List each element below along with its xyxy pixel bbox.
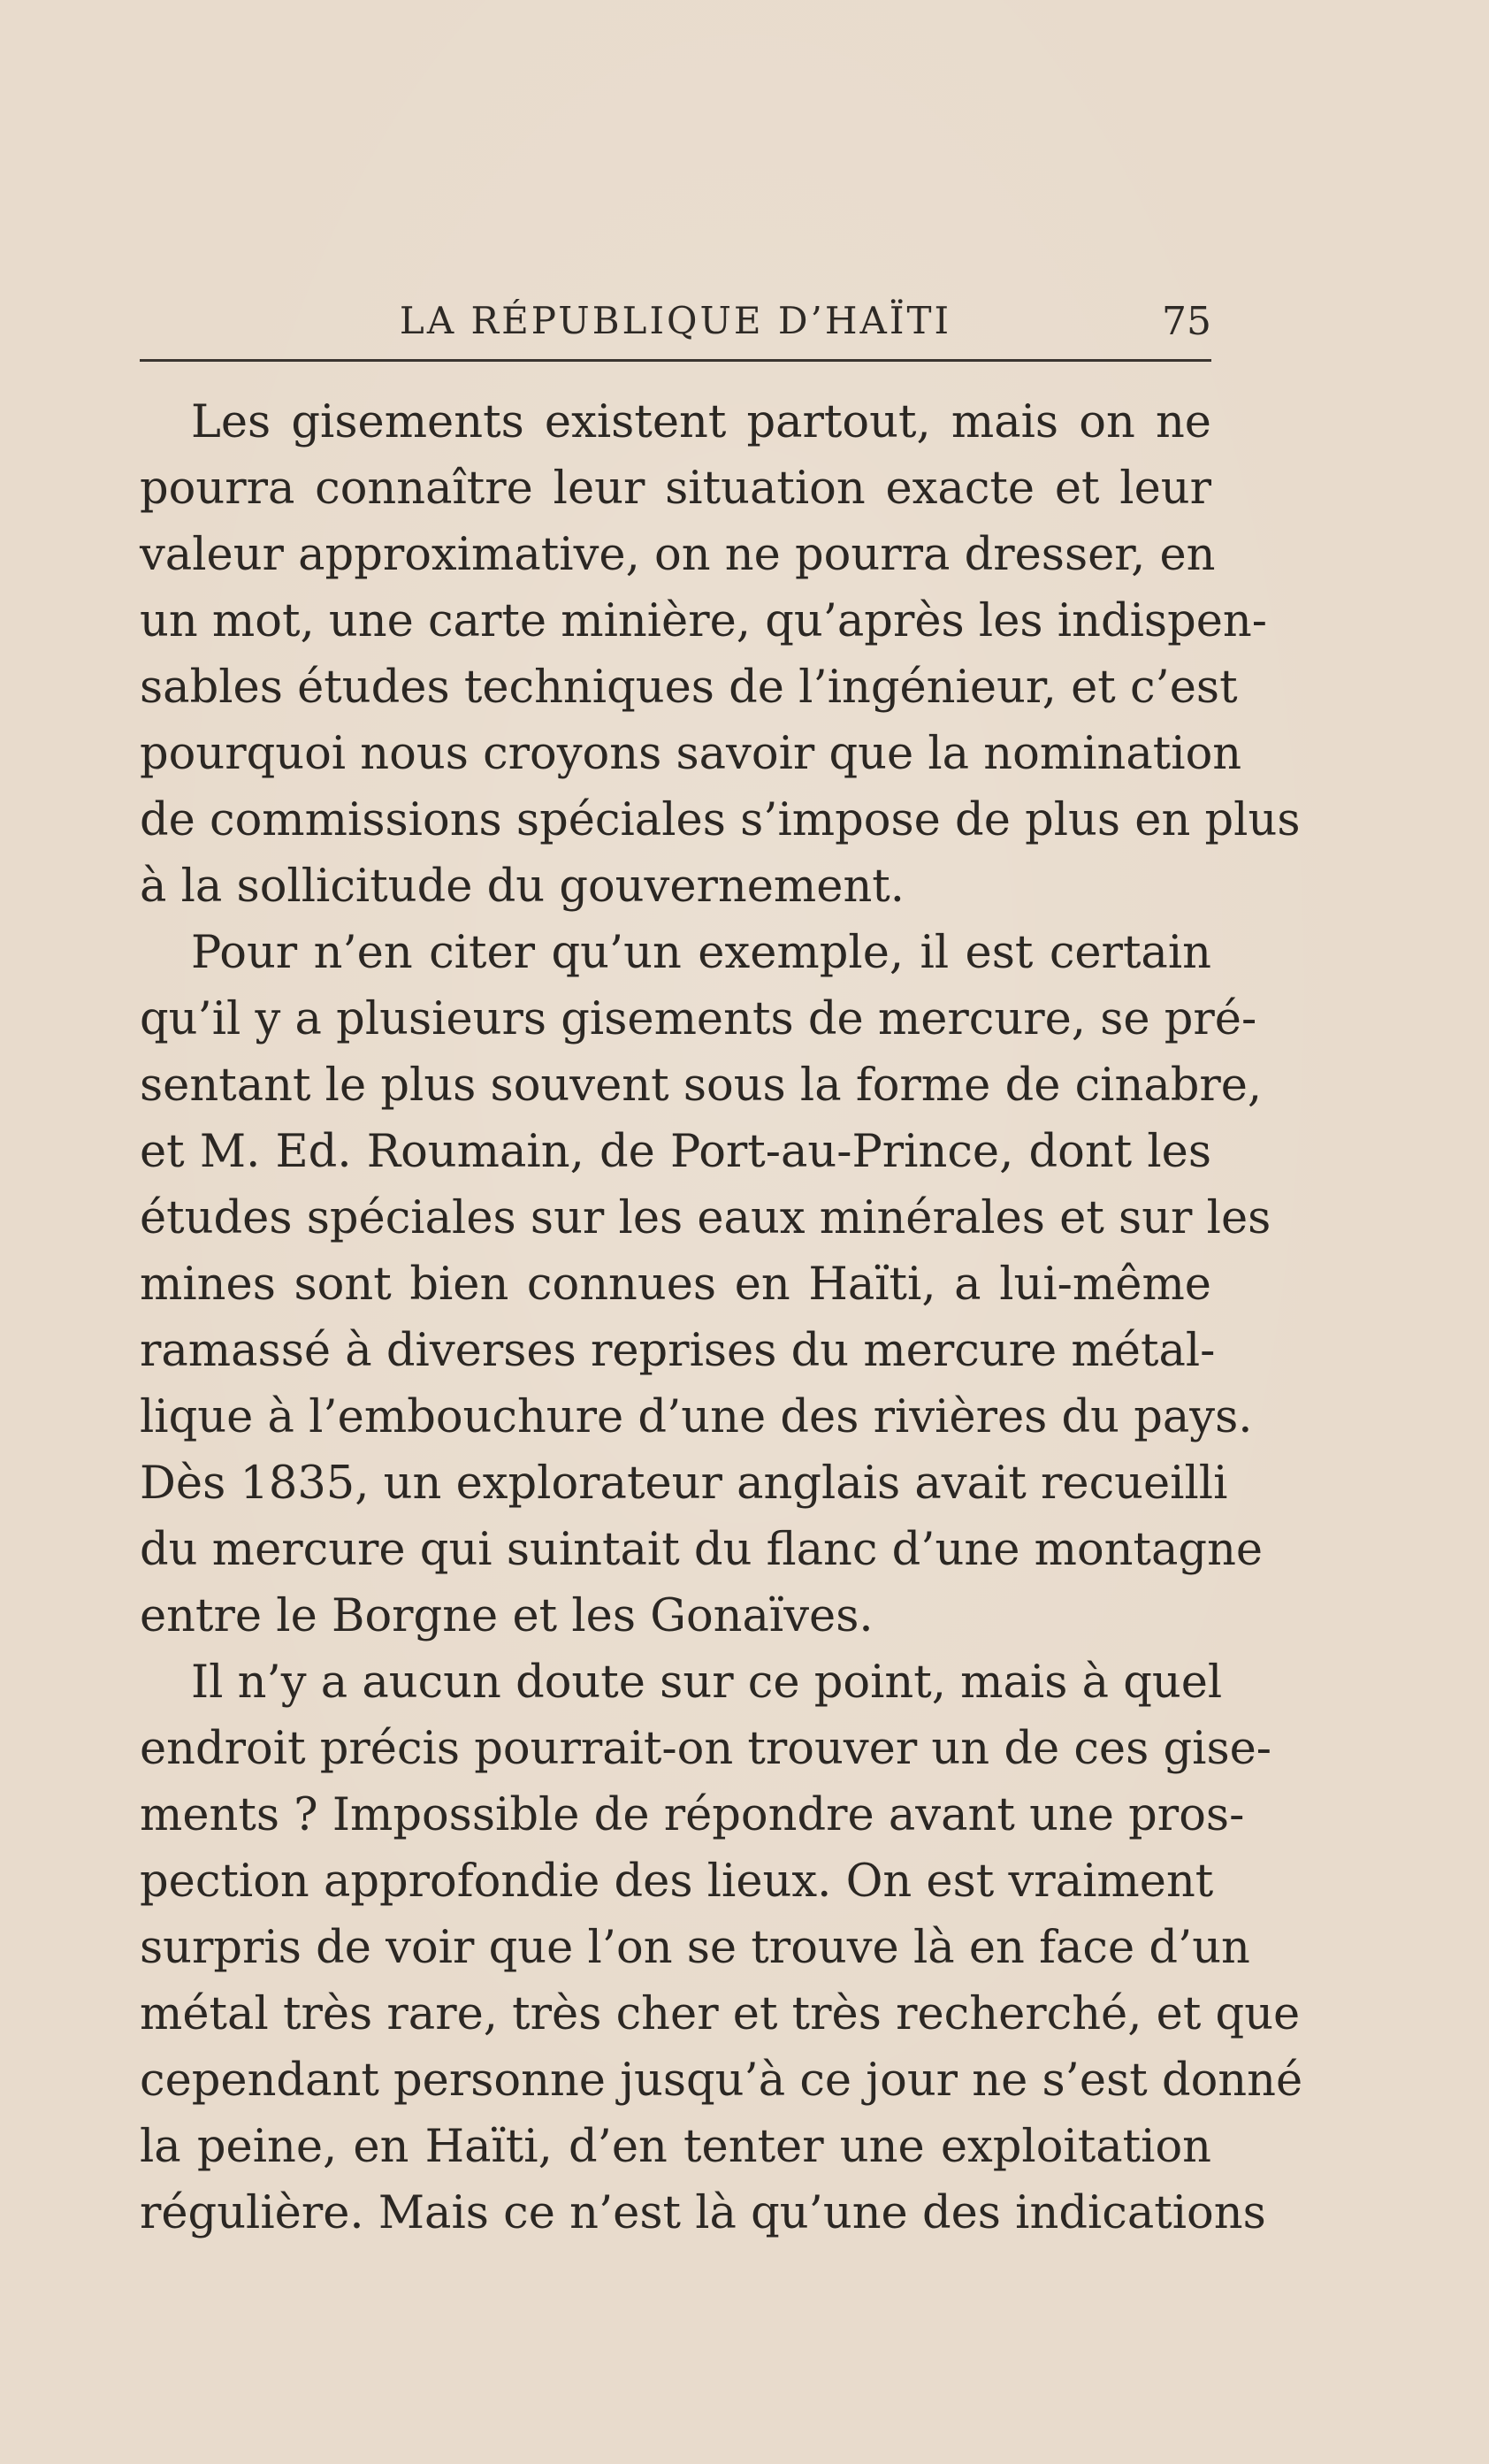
text-line: sentant le plus souvent sous la forme de cinabre, [140,1060,1263,1112]
text-line: cependant personne jusqu’à ce jour ne s’est donné [140,2055,1303,2107]
header-rule [140,359,1211,362]
text-line: un mot, une carte minière, qu’après les indispen- [140,595,1267,647]
running-head [140,299,1211,352]
text-line: métal très rare, très cher et très recherché, et que [140,1988,1301,2040]
text-line: endroit précis pourrait-on trouver un de ces gise- [140,1723,1272,1775]
body-text [140,389,1303,2246]
text-line: et M. Ed. Roumain, de Port-au-Prince, dont les [140,1126,1211,1178]
text-line: Il n’y a aucun doute sur ce point, mais à quel [191,1657,1223,1709]
text-line: de commissions spéciales s’impose de plus en plus [140,794,1301,846]
text-line: Pour n’en citer qu’un exemple, il est certain [191,927,1211,979]
text-line: qu’il y a plusieurs gisements de mercure, se pré- [140,993,1257,1045]
text-line: régulière. Mais ce n’est là qu’une des indications [140,2187,1266,2239]
text-line: ments ? Impossible de répondre avant une pros- [140,1789,1245,1841]
text-line: lique à l’embouchure d’une des rivières du pays. [140,1391,1253,1443]
text-line: pourra connaître leur situation exacte et leur [140,463,1211,515]
text-line: études spéciales sur les eaux minérales et sur les [140,1192,1271,1244]
running-title: LA RÉPUBLIQUE D’HAÏTI [399,299,952,342]
page-number: 75 [1162,299,1211,344]
text-line: entre le Borgne et les Gonaïves. [140,1590,874,1642]
text-line: à la sollicitude du gouvernement. [140,861,905,913]
text-line: la peine, en Haïti, d’en tenter une exploitation [140,2121,1211,2173]
text-line: pourquoi nous croyons savoir que la nomination [140,728,1242,780]
text-line: Dès 1835, un explorateur anglais avait recueilli [140,1458,1228,1510]
text-line: ramassé à diverses reprises du mercure métal- [140,1325,1216,1377]
text-line: pection approfondie des lieux. On est vraiment [140,1856,1214,1908]
text-line: mines sont bien connues en Haïti, a lui-même [140,1259,1211,1311]
text-line: valeur approximative, on ne pourra dresser, en [140,529,1216,581]
text-line: surpris de voir que l’on se trouve là en face d’un [140,1922,1250,1974]
text-line: sables études techniques de l’ingénieur, et c’est [140,662,1238,714]
text-line: Les gisements existent partout, mais on ne [191,396,1211,448]
text-line: du mercure qui suintait du flanc d’une montagne [140,1524,1264,1576]
